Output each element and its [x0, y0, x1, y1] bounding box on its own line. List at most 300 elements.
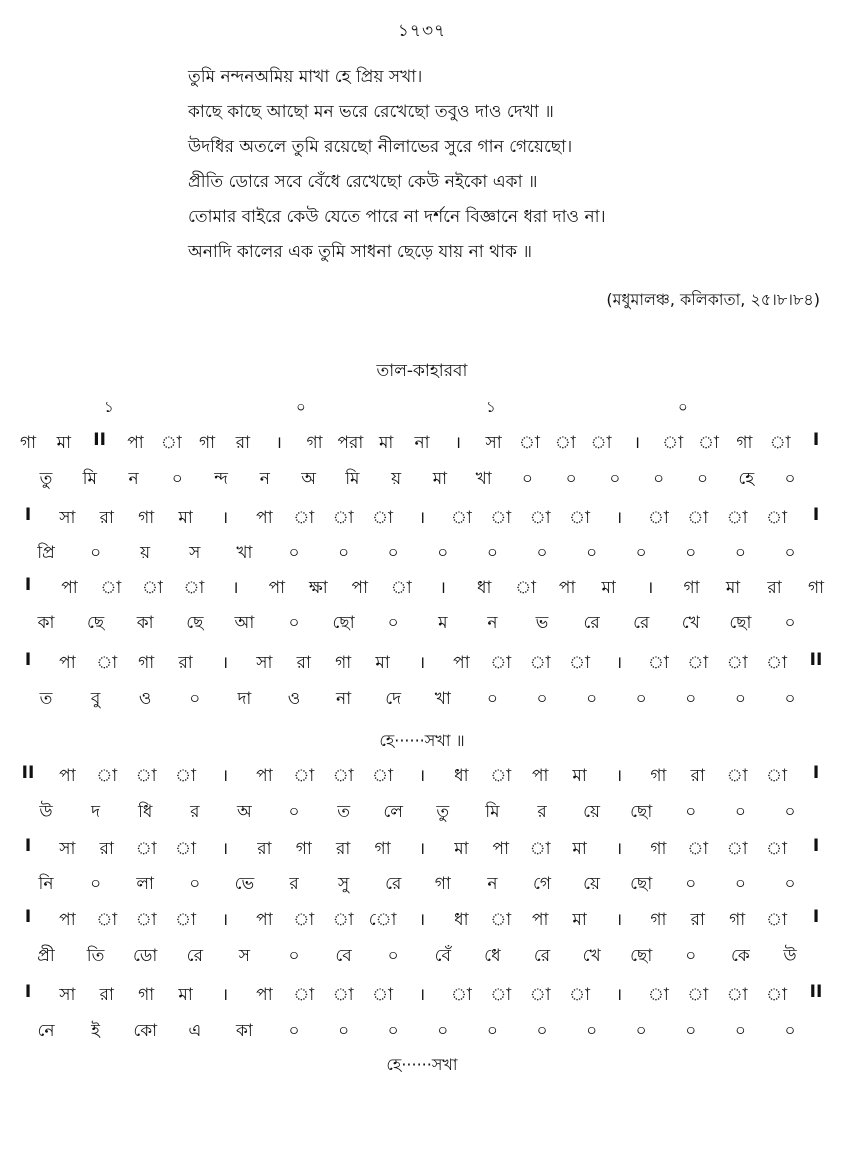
swara-row [0, 430, 844, 460]
lyric-syllable: ০ [609, 469, 621, 489]
bar-line: II [93, 430, 106, 450]
lyric-syllable: ত [337, 802, 350, 822]
lyric-row [0, 1018, 844, 1048]
lyric-row [0, 540, 844, 570]
lyric-syllable: ০ [288, 543, 300, 563]
swara-note: সা [59, 839, 76, 859]
swara-note: পা [351, 578, 369, 598]
swara-note: া [766, 839, 788, 859]
lyric-syllable: বেঁ [434, 946, 451, 966]
swara-note: া [490, 985, 512, 1005]
lyric-syllable: বু [90, 689, 101, 709]
lyric-syllable: স [189, 543, 201, 563]
lyric-syllable: ০ [734, 874, 746, 894]
swara-note: রা [235, 433, 251, 453]
swara-row [0, 505, 844, 535]
lyric-syllable: ধি [137, 802, 153, 822]
swara-note: গা [374, 839, 391, 859]
swara-note: গা [736, 433, 753, 453]
lyric-syllable: ০ [90, 874, 102, 894]
lyric-row [0, 943, 844, 973]
swara-note: মা [375, 653, 390, 673]
lyric-syllable: ০ [685, 1021, 697, 1041]
bar-line: I [812, 836, 820, 856]
lyric-syllable: ০ [387, 543, 399, 563]
lyric-syllable: নে [37, 1021, 55, 1041]
lyric-syllable: ০ [189, 689, 201, 709]
bar-line: । [221, 508, 229, 528]
bar-line: । [615, 839, 623, 859]
swara-note: রা [178, 653, 193, 673]
lyric-syllable: ন [487, 874, 498, 894]
poem-line: অনাদি কালের এক তুমি সাধনা ছেড়ে যায় না থাক ॥ [188, 242, 532, 262]
swara-note: সা [59, 508, 76, 528]
lyric-syllable: র [537, 802, 547, 822]
swara-note: মা [572, 766, 587, 786]
swara-note: া [490, 910, 512, 930]
lyric-syllable: ০ [171, 469, 183, 489]
swara-note: ধা [476, 578, 492, 598]
swara-note: মা [725, 578, 741, 598]
swara-note: া [293, 508, 315, 528]
lyric-syllable: প্রী [37, 946, 55, 966]
swara-note: া [766, 508, 788, 528]
lyric-syllable: য়ে [583, 874, 601, 894]
lyric-syllable: ০ [565, 469, 577, 489]
bar-line: I [24, 505, 32, 525]
swara-note: গা [335, 653, 352, 673]
swara-note: সা [59, 985, 76, 1005]
lyric-syllable: ০ [338, 543, 350, 563]
bar-line: I [812, 505, 820, 525]
swara-note: মা [178, 508, 193, 528]
lyric-syllable: য় [140, 543, 151, 563]
swara-note: া [135, 910, 157, 930]
swara-note: পা [256, 766, 273, 786]
swara-note: পা [61, 578, 78, 598]
lyric-syllable: ছে [86, 613, 105, 633]
swara-note: মা [178, 985, 193, 1005]
bar-line: I [24, 650, 32, 670]
swara-note: পা [59, 910, 76, 930]
bar-line: । [454, 433, 462, 453]
swara-note: গা [295, 839, 312, 859]
lyric-syllable: কো [133, 1021, 158, 1041]
beat-marks [0, 396, 844, 418]
swara-note: া [647, 985, 669, 1005]
swara-note: া [687, 508, 709, 528]
swara-note: মা [56, 433, 71, 453]
bar-line: II [21, 763, 35, 783]
swara-note: া [141, 578, 163, 598]
lyric-syllable: ও [138, 689, 152, 709]
swara-note: া [135, 839, 157, 859]
lyric-row [0, 466, 844, 496]
swara-note: পা [492, 839, 510, 859]
bar-line: । [633, 433, 641, 453]
swara-note: মা [454, 839, 469, 859]
bar-line: । [418, 508, 426, 528]
swara-note: া [96, 766, 118, 786]
bar-line: । [221, 839, 229, 859]
lyric-syllable: ছে [186, 613, 204, 633]
swara-row [0, 836, 844, 866]
lyric-syllable: সু [337, 874, 350, 894]
bar-line: । [615, 653, 623, 673]
lyric-syllable: রে [633, 613, 650, 633]
lyric-syllable: গে [532, 874, 552, 894]
swara-note: রা [257, 839, 272, 859]
lyric-syllable: ০ [734, 689, 746, 709]
swara-note: মা [572, 839, 587, 859]
lyric-syllable: ০ [387, 946, 399, 966]
swara-note: া [175, 910, 197, 930]
swara-note: পা [256, 508, 273, 528]
bar-line: । [418, 910, 426, 930]
lyric-syllable: ০ [338, 1021, 350, 1041]
lyric-syllable: দা [237, 689, 252, 709]
swara-note: পরা [337, 433, 364, 453]
swara-note: গা [19, 433, 37, 453]
lyric-syllable: উ [39, 802, 53, 822]
lyric-syllable: ভ [535, 613, 549, 633]
bar-line: । [418, 839, 426, 859]
swara-note: া [390, 578, 412, 598]
swara-note: া [569, 985, 591, 1005]
refrain-label: হে······সখা [386, 1055, 458, 1074]
swara-note: া [529, 653, 551, 673]
lyric-syllable: তি [86, 946, 105, 966]
swara-note: গা [683, 578, 700, 598]
lyric-syllable: য় [391, 469, 402, 489]
bar-line: । [615, 985, 623, 1005]
bar-line: I [24, 982, 32, 1002]
lyric-syllable: ০ [734, 802, 746, 822]
lyric-syllable: ০ [586, 689, 598, 709]
lyric-syllable: ০ [437, 543, 449, 563]
swara-note: া [332, 985, 354, 1005]
lyric-syllable: খা [236, 543, 253, 563]
lyric-syllable: লে [383, 802, 403, 822]
lyric-syllable: ও [287, 689, 301, 709]
lyric-syllable: প্রি [37, 543, 55, 563]
bar-line: I [24, 836, 32, 856]
swara-note: া [372, 766, 394, 786]
lyric-syllable: ০ [536, 1021, 548, 1041]
lyric-syllable: ছো [630, 946, 653, 966]
lyric-syllable: ডো [133, 946, 158, 966]
lyric-syllable: রে [186, 946, 203, 966]
lyric-syllable: ০ [387, 613, 399, 633]
lyric-syllable: র [190, 802, 200, 822]
lyric-syllable: ০ [784, 689, 796, 709]
lyric-syllable: য়ে [583, 802, 601, 822]
swara-note: গা [138, 508, 155, 528]
swara-row [0, 575, 844, 605]
swara-note: ধা [454, 910, 469, 930]
swara-note: া [490, 653, 512, 673]
taal-heading: তাল-কাহারবা [376, 361, 468, 381]
bar-line: । [221, 985, 229, 1005]
bar-line: । [221, 653, 229, 673]
poem-line: তোমার বাইরে কেউ যেতে পারে না দর্শনে বিজ্ঞানে ধরা দাও না। [188, 207, 606, 227]
lyric-row [0, 799, 844, 829]
swara-note: গা [650, 839, 667, 859]
swara-note: রা [336, 839, 351, 859]
lyric-syllable: বে [335, 946, 352, 966]
lyric-row [0, 610, 844, 640]
lyric-syllable: ধে [484, 946, 501, 966]
swara-note: পা [256, 910, 273, 930]
swara-note: া [726, 985, 748, 1005]
lyric-syllable: ছো [729, 613, 752, 633]
swara-note: া [687, 985, 709, 1005]
bar-line: II [809, 982, 823, 1002]
swara-note: া [766, 985, 788, 1005]
beat-mark: ০ [678, 398, 688, 416]
swara-note: পা [59, 766, 76, 786]
swara-note: া [662, 433, 684, 453]
swara-note: পা [256, 985, 273, 1005]
swara-note: না [414, 433, 430, 453]
swara-note: া [96, 653, 118, 673]
swara-note: া [529, 985, 551, 1005]
swara-note: া [554, 433, 576, 453]
swara-note: া [590, 433, 612, 453]
bar-line: II [809, 650, 823, 670]
swara-note: া [687, 653, 709, 673]
lyric-syllable: রে [583, 613, 600, 633]
swara-note: রা [767, 578, 782, 598]
lyric-syllable: ন [128, 469, 139, 489]
swara-note: রা [690, 766, 705, 786]
swara-row [0, 907, 844, 937]
swara-note: গা [650, 766, 667, 786]
lyric-syllable: ০ [536, 689, 548, 709]
lyric-syllable: কা [37, 613, 55, 633]
lyric-syllable: কা [136, 613, 154, 633]
lyric-syllable: তু [436, 802, 450, 822]
swara-note: া [515, 578, 537, 598]
lyric-syllable: তু [39, 469, 53, 489]
swara-note: া [687, 839, 709, 859]
lyric-syllable: ০ [784, 469, 796, 489]
swara-note: া [569, 508, 591, 528]
lyric-syllable: কে [730, 946, 750, 966]
lyric-syllable: ০ [536, 543, 548, 563]
beat-mark: ১ [104, 398, 114, 416]
swara-note: া [450, 508, 472, 528]
swara-note: া [332, 910, 354, 930]
bar-line: I [812, 907, 820, 927]
swara-note: া [96, 910, 118, 930]
beat-mark: ০ [296, 398, 306, 416]
swara-note: া [726, 508, 748, 528]
swara-note: া [372, 985, 394, 1005]
lyric-syllable: ০ [586, 543, 598, 563]
swara-note: া [160, 433, 182, 453]
swara-note: রা [99, 985, 114, 1005]
swara-note: পা [558, 578, 576, 598]
bar-line: । [275, 433, 282, 453]
lyric-syllable: ন [259, 469, 270, 489]
swara-note: সা [256, 653, 273, 673]
poem-line: উদধির অতলে তুমি রয়েছো নীলাভের সুরে গান গেয়েছো। [188, 137, 573, 157]
bar-line: । [615, 910, 623, 930]
lyric-syllable: ছো [332, 613, 355, 633]
lyric-row [0, 871, 844, 901]
swara-note: া [519, 433, 540, 453]
swara-note: রা [296, 653, 311, 673]
swara-note: া [490, 766, 512, 786]
lyric-syllable: ০ [784, 1021, 796, 1041]
lyric-syllable: ০ [90, 543, 102, 563]
lyric-row [0, 686, 844, 716]
bar-line: । [439, 578, 446, 598]
lyric-syllable: মি [82, 469, 97, 489]
swara-note: া [529, 839, 551, 859]
lyric-syllable: না [336, 689, 352, 709]
lyric-syllable: ০ [734, 543, 746, 563]
lyric-syllable: ০ [486, 543, 498, 563]
lyric-syllable: স [238, 946, 251, 966]
lyric-syllable: কা [235, 1021, 253, 1041]
lyric-syllable: অ [237, 802, 252, 822]
lyric-syllable: ০ [635, 689, 647, 709]
lyric-syllable: মি [485, 802, 500, 822]
lyric-syllable: ই [91, 1021, 101, 1041]
swara-note: া [726, 653, 748, 673]
swara-note: পা [127, 433, 144, 453]
bar-line: I [812, 430, 820, 450]
lyric-syllable: ০ [288, 613, 300, 633]
swara-note: া [372, 508, 394, 528]
swara-note: মা [378, 433, 394, 453]
poem-line: প্রীতি ডোরে সবে বেঁধে রেখেছো কেউ নইকো একা ॥ [188, 172, 538, 192]
swara-note: া [726, 766, 748, 786]
bar-line: । [615, 766, 623, 786]
bar-line: । [646, 578, 654, 598]
swara-note: গা [650, 910, 667, 930]
lyric-syllable: ০ [685, 802, 697, 822]
lyric-syllable: মা [432, 469, 448, 489]
bar-line: I [24, 907, 32, 927]
lyric-syllable: খা [434, 689, 451, 709]
lyric-syllable: গা [434, 874, 451, 894]
swara-note: গা [138, 653, 155, 673]
swara-note: সা [485, 433, 502, 453]
lyric-syllable: নি [38, 874, 54, 894]
bar-line: । [418, 985, 426, 1005]
lyric-syllable: ০ [784, 802, 796, 822]
lyric-syllable: মি [345, 469, 360, 489]
swara-note: মা [572, 910, 587, 930]
lyric-syllable: দে [385, 689, 402, 709]
swara-note: ক্ষা [308, 578, 328, 598]
lyric-syllable: ন্দ [214, 469, 228, 489]
bar-line: । [221, 766, 229, 786]
lyric-syllable: আ [234, 613, 255, 633]
swara-note: রা [690, 910, 705, 930]
swara-row [0, 982, 844, 1012]
swara-note: া [450, 985, 472, 1005]
lyric-syllable: ০ [685, 874, 697, 894]
lyric-syllable: ০ [288, 946, 300, 966]
swara-row [0, 650, 844, 680]
refrain-label: হে······সখা ॥ [379, 731, 465, 750]
page-number: ১৭৩৭ [397, 21, 447, 41]
swara-note: া [135, 766, 157, 786]
lyric-syllable: ০ [734, 1021, 746, 1041]
swara-note: পা [531, 910, 549, 930]
beat-mark: ১ [486, 398, 496, 416]
lyric-syllable: ম [438, 613, 448, 633]
lyric-syllable: ০ [288, 802, 300, 822]
swara-note: া [766, 653, 788, 673]
swara-note: রা [99, 839, 114, 859]
lyric-syllable: ০ [784, 613, 796, 633]
lyric-syllable: ০ [685, 543, 697, 563]
swara-note: রা [99, 508, 114, 528]
swara-note: া [766, 766, 788, 786]
swara-row [0, 763, 844, 793]
swara-note: গা [199, 433, 216, 453]
lyric-syllable: হে [738, 469, 755, 489]
lyric-syllable: ০ [189, 874, 201, 894]
lyric-syllable: ন [487, 613, 498, 633]
lyric-syllable: ছো [630, 874, 653, 894]
swara-note: গা [306, 433, 323, 453]
swara-note: গা [729, 910, 746, 930]
swara-note: া [647, 508, 669, 528]
bar-line: । [232, 578, 239, 598]
lyric-syllable: ০ [486, 689, 498, 709]
swara-note: া [175, 766, 197, 786]
swara-note: া [175, 839, 197, 859]
swara-note: গা [807, 578, 825, 598]
lyric-syllable: ০ [635, 543, 647, 563]
swara-note: া [332, 508, 354, 528]
swara-note: া [569, 653, 591, 673]
swara-note: া [293, 910, 315, 930]
lyric-syllable: ত [39, 689, 53, 709]
lyric-syllable: খা [475, 469, 492, 489]
bar-line: I [24, 575, 32, 595]
lyric-syllable: ০ [653, 469, 665, 489]
swara-note: া [647, 653, 669, 673]
lyric-syllable: ০ [635, 1021, 647, 1041]
source-note: (মধুমালঞ্চ, কলিকাতা, ২৫।৮।৮৪) [606, 290, 820, 309]
poem-line: কাছে কাছে আছো মন ভরে রেখেছো তবুও দাও দেখা ॥ [188, 102, 554, 122]
swara-note: ধা [454, 766, 469, 786]
bar-line: I [812, 763, 820, 783]
lyric-syllable: ছো [630, 802, 653, 822]
swara-note: া [698, 433, 719, 453]
lyric-syllable: ০ [486, 1021, 498, 1041]
swara-note: পা [268, 578, 286, 598]
swara-note: া [490, 508, 512, 528]
lyric-syllable: উ [783, 946, 797, 966]
swara-note: া [332, 766, 354, 786]
lyric-syllable: ০ [784, 874, 796, 894]
lyric-syllable: এ [188, 1021, 202, 1041]
lyric-syllable: ০ [685, 689, 697, 709]
swara-note: পা [531, 766, 549, 786]
swara-note: া [293, 985, 315, 1005]
lyric-syllable: র [289, 874, 299, 894]
swara-note: া [183, 578, 205, 598]
lyric-syllable: ০ [437, 1021, 449, 1041]
